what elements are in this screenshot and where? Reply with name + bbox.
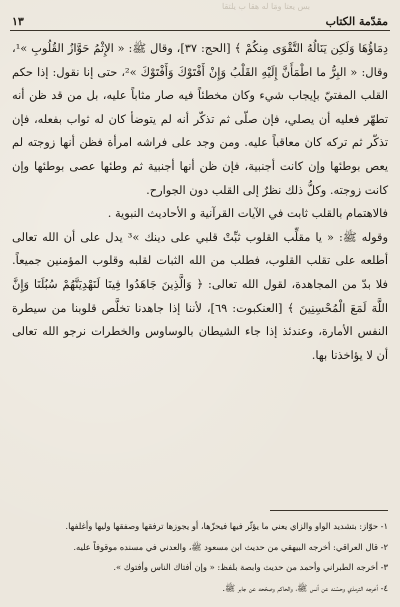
paragraph: وقوله ﷺ: « يا مقلِّب القلوب ثبِّتْ قلبي على دينك »³ يدل على أن الله تعالى أطلعه على تقلب القلوب، فطلب من الله الثبات لقلبه وقلوب المؤمنين جميعاً. فلا بدّ من المجاهدة، لقول الله تعالى: ﴿ وَالَّذِينَ جَاهَدُوا فِينَا لَنَهْدِيَنَّهُمْ سُبُلَنَا وَإِنَّ اللَّهَ لَمَعَ الْمُحْسِنِينَ ﴾ [العنكبوت: ٦٩]، لأننا إذا جاهدنا تخلَّص قلوبنا من سيطرة النفس الأمارة، وعندئذ إذا جاء الشيطان بالوساوس والخطرات نرجو الله تعالى أن لا يؤاخذنا بها.	[12, 229, 389, 362]
footnote: ٤- أخرجه الترمذي وحسّنه عن أنس ﷺ، والحاكم وصحّحه عن جابر ﷺ.	[222, 582, 388, 593]
footnote: ٣- أخرجه الطبراني وأحمد من حديث وابصة بلفظ: « وإن أفتاك الناس وأفتوك ».	[113, 562, 388, 572]
paragraph: فالاهتمام بالقلب ثابت في الآيات القرآنية و الأحاديث النبوية .	[107, 206, 388, 221]
paragraph: دِمَاؤُهَا وَلَكِن يَنَالُهُ التَّقْوَى مِنكُمْ ﴾ [الحج: ٣٧]، وقال ﷺ: « الإِثْمُ حَوَّازُ القُلُوبِ »¹، وقال: « البِرُّ ما اطْمَأَنَّ إِلَيْهِ القَلْبُ وَإِنْ أَفْتَوْكَ وَأَفْتَوْكَ »²، حتى إنا نقول: إذا حكم القلب المفتيّ بإيجاب شيء وكان مخطئاً فيه صار مثاباً عليه، بل من قد ظن أنه تطهّر فعليه أن يصلي، فإن صلّى ثم تذكّر أنه لم يتوضأ كان له ثواب بفعله، فإن تذكّر ثم تركه كان معاقباً عليه. ومن وجد على فراشه امرأة فظن أنها زوجته لم يعص بوطئها وإن كانت أجنبية، فإن ظن أنها أجنبية ثم وطئها عصى بوطئها وإن كانت زوجته. وكلُّ ذلك نظرٌ إلى القلب دون الجوارح.	[12, 41, 388, 197]
chapter-title: مقدّمة الكتاب	[325, 15, 388, 28]
footnote-separator	[270, 510, 388, 511]
bleed-through-text: بس يعتا ومَا له هقا ب يلتقا	[222, 2, 310, 11]
footnotes	[12, 516, 388, 598]
footnote: ٢- قال العراقي: أخرجه البيهقي من حديث ابن مسعود ﷺ، والعدني في مسنده موقوفاً عليه.	[73, 541, 388, 552]
footnote: ١- حوّاز: بتشديد الواو والزاي يعني ما يؤثّر فيها فيحزّها، أو يجوزها ترفقها وصفقها وليها وأغلفها.	[65, 521, 388, 531]
page-number: ١٣	[12, 15, 24, 28]
page-body	[10, 31, 390, 367]
